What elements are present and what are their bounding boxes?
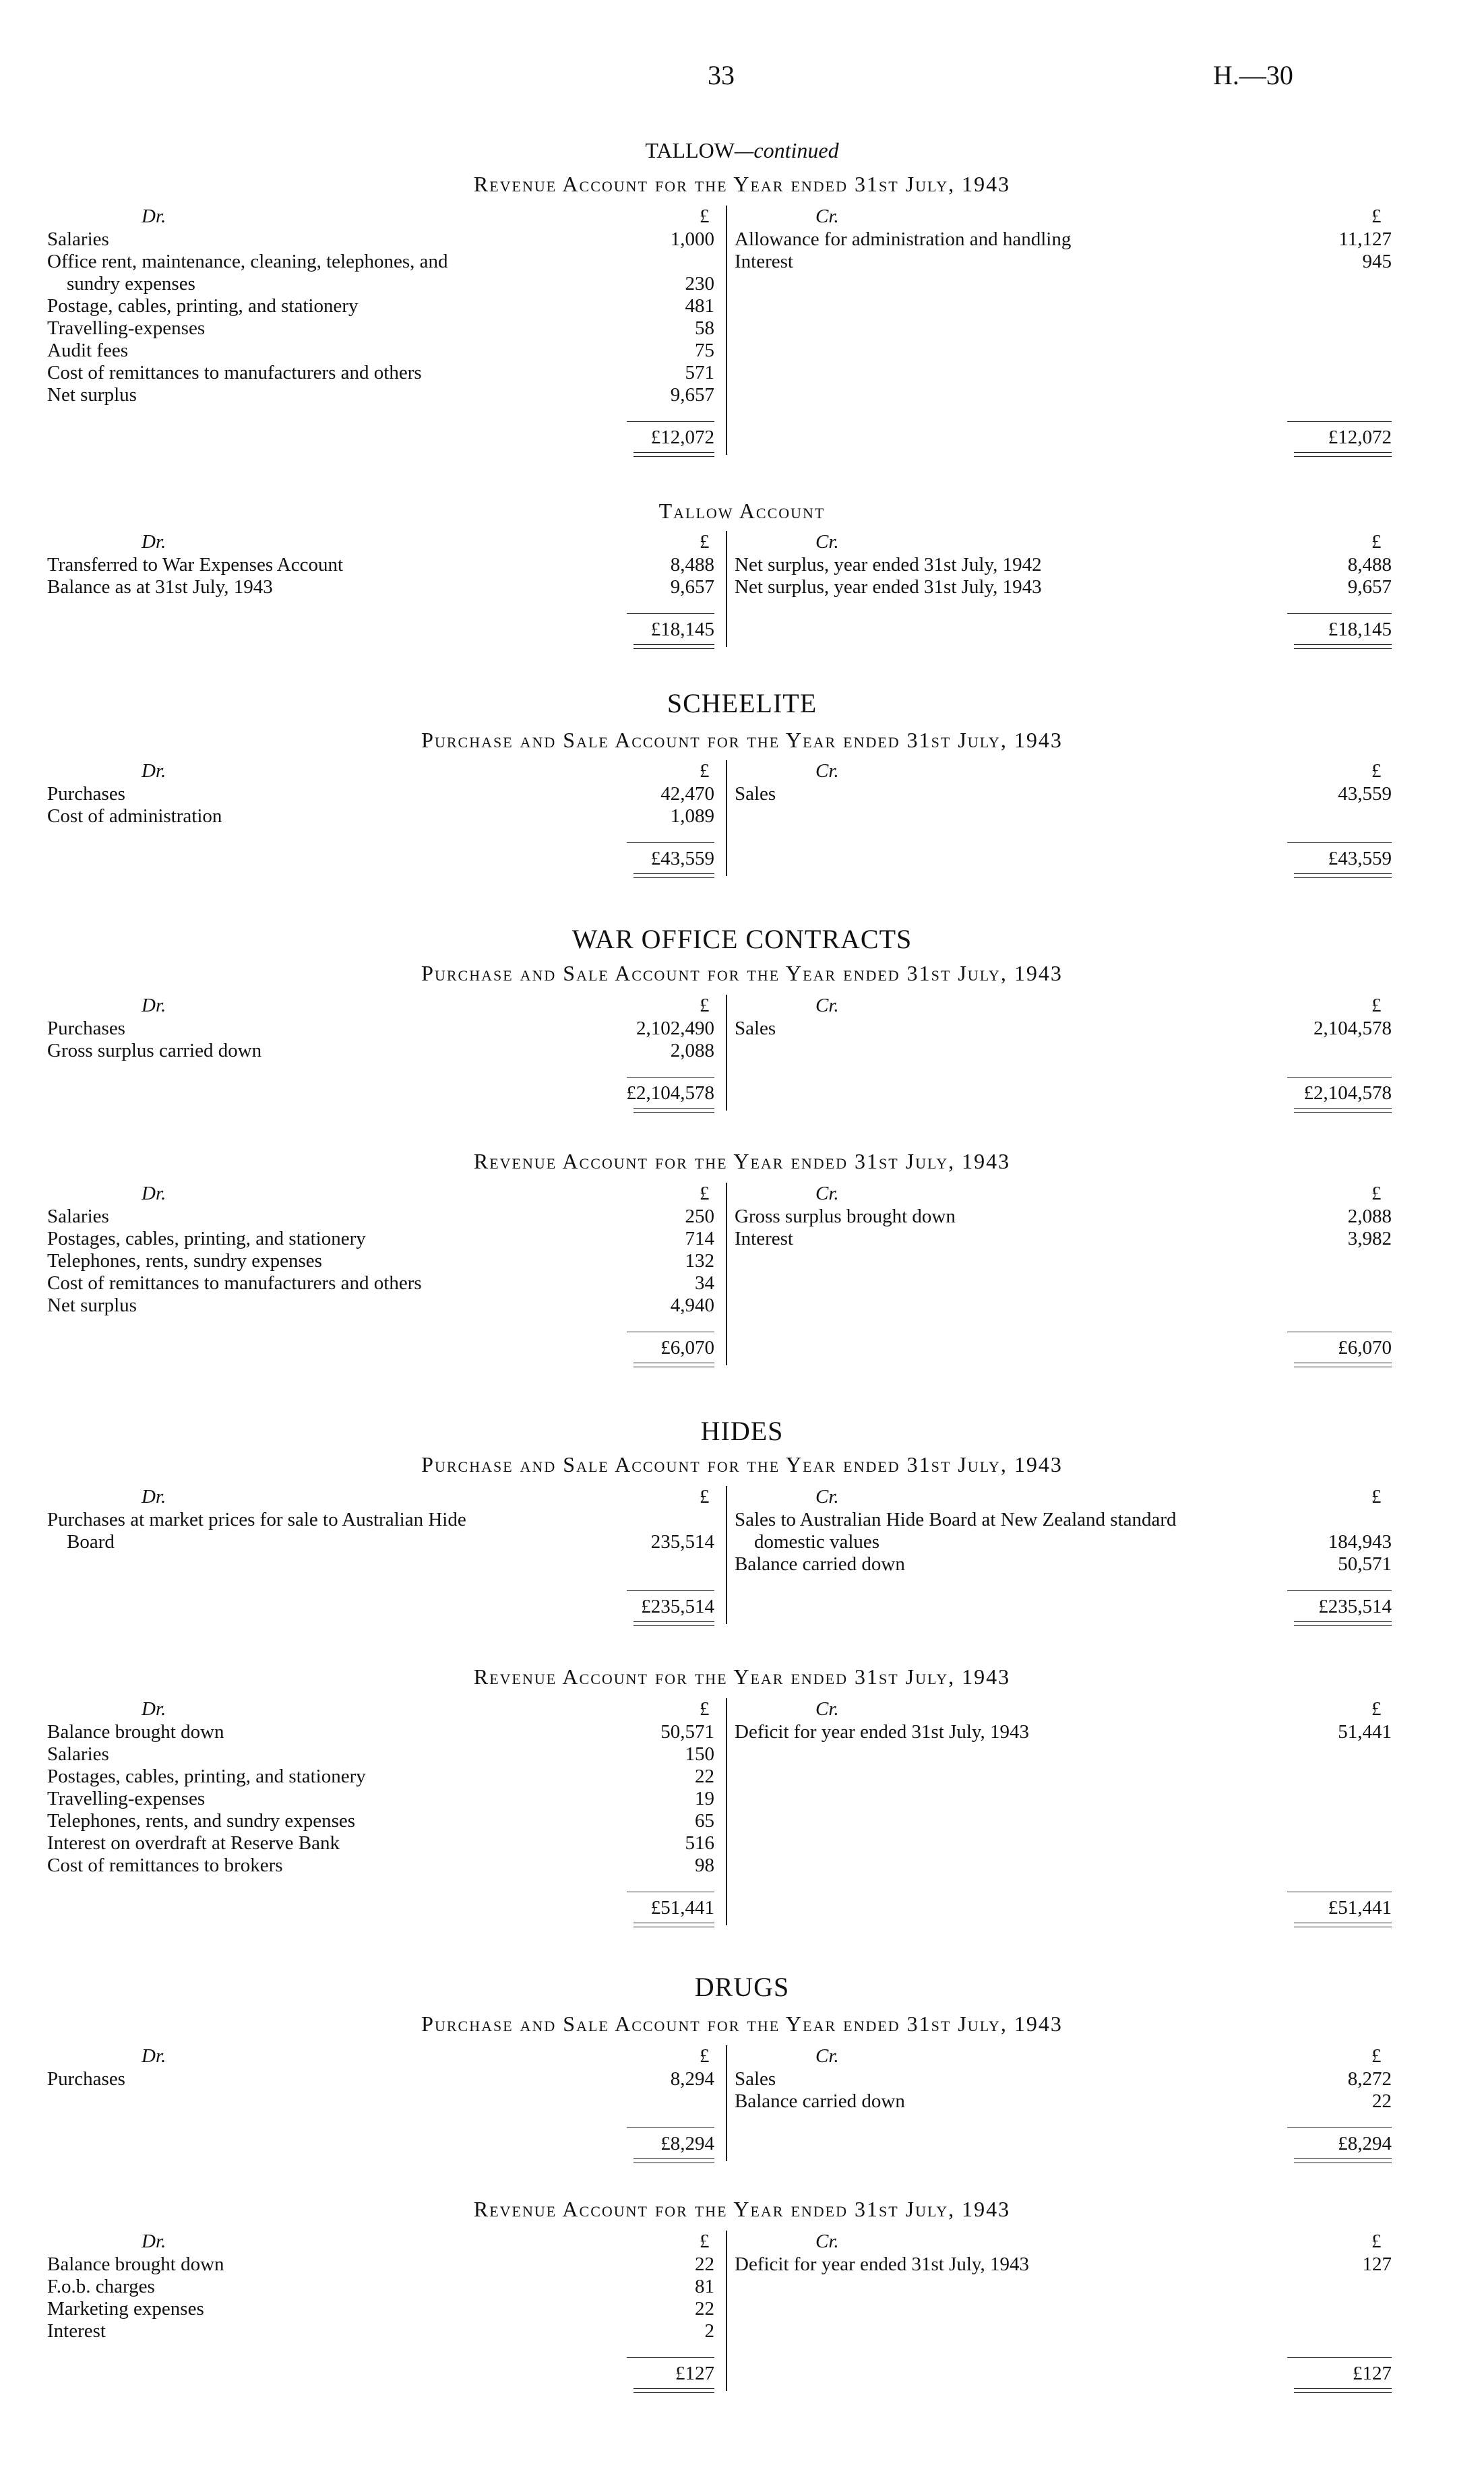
credit-row: [47, 2068, 1395, 2090]
credit-item-label: Interest: [735, 1228, 793, 1249]
debit-item-label: Net surplus: [47, 384, 137, 406]
account-title: Revenue Account for the Year ended 31st July, 1943: [473, 172, 1011, 196]
debit-item-value: 42,470: [660, 783, 714, 805]
credit-total-double-rule: [1294, 2388, 1392, 2393]
debit-item-value: 58: [695, 317, 714, 339]
debit-item-label: Purchases: [47, 783, 125, 805]
debit-item-value: 2: [704, 2320, 714, 2342]
debit-item-label: Salaries: [47, 1206, 109, 1227]
debit-label: Dr.: [142, 2231, 166, 2252]
credit-pound-sign: £: [1371, 206, 1382, 227]
debit-total: £127: [675, 2363, 714, 2384]
credit-pound-sign: £: [1371, 2231, 1382, 2252]
credit-label: Cr.: [815, 2231, 839, 2252]
debit-item-value: 22: [695, 1766, 714, 1787]
credit-row: [47, 1206, 1395, 1227]
section-heading-scheelite: SCHEELITE: [667, 688, 817, 718]
credit-label: Cr.: [815, 1486, 839, 1507]
credit-total: £51,441: [1328, 1897, 1392, 1919]
debit-item-value: 2,102,490: [636, 1018, 714, 1039]
credit-item-value: 8,272: [1347, 2068, 1392, 2090]
ledger-account: [47, 995, 1395, 1116]
debit-item-value: 8,488: [670, 554, 714, 576]
debit-item-value: 714: [685, 1228, 714, 1249]
credit-item-label: Gross surplus brought down: [735, 1206, 956, 1227]
credit-subtotal-rule: [1287, 842, 1392, 843]
credit-item-value: 11,127: [1338, 228, 1392, 250]
credit-subtotal-rule: [1287, 1077, 1392, 1078]
credit-item-value: 945: [1362, 251, 1392, 272]
credit-total: £8,294: [1338, 2133, 1392, 2154]
page-reference: H.—30: [1213, 60, 1293, 90]
debit-label: Dr.: [142, 1698, 166, 1720]
debit-item-label: Cost of remittances to brokers: [47, 1855, 283, 1876]
credit-row: [47, 251, 1395, 272]
credit-row: [47, 1018, 1395, 1039]
credit-row: [47, 783, 1395, 805]
credit-row: [47, 1531, 1395, 1553]
credit-item-label: Net surplus, year ended 31st July, 1942: [735, 554, 1042, 576]
debit-item-label: Balance brought down: [47, 1721, 224, 1743]
credit-subtotal-rule: [1287, 421, 1392, 422]
debit-subtotal-rule: [627, 1077, 714, 1078]
debit-item-value: 230: [685, 273, 714, 294]
credit-label: Cr.: [815, 1698, 839, 1720]
debit-row: [47, 317, 1395, 339]
debit-total-double-rule: [633, 2388, 714, 2393]
credit-item-value: 3,982: [1347, 1228, 1392, 1249]
debit-item-value: 9,657: [670, 576, 714, 598]
debit-label: Dr.: [142, 206, 166, 227]
debit-total-double-rule: [633, 2158, 714, 2163]
credit-total: £43,559: [1328, 848, 1392, 869]
debit-item-label: Cost of remittances to manufacturers and others: [47, 362, 422, 383]
ledger-account: [47, 2045, 1395, 2167]
credit-subtotal-rule: [1287, 1590, 1392, 1591]
debit-label: Dr.: [142, 1183, 166, 1204]
debit-pound-sign: £: [700, 995, 710, 1016]
debit-row: [47, 1295, 1395, 1316]
credit-item-label: Deficit for year ended 31st July, 1943: [735, 1721, 1030, 1743]
debit-item-label: Purchases at market prices for sale to Australian Hide: [47, 1509, 466, 1530]
debit-item-label: Postages, cables, printing, and stationery: [47, 1766, 366, 1787]
debit-total-double-rule: [633, 452, 714, 457]
credit-item-label: Interest: [735, 251, 793, 272]
debit-subtotal-rule: [627, 613, 714, 614]
section-heading-hides: HIDES: [700, 1416, 784, 1446]
credit-item-label: Balance carried down: [735, 1553, 905, 1575]
account-title: Revenue Account for the Year ended 31st July, 1943: [473, 2197, 1011, 2221]
credit-row: [47, 576, 1395, 598]
debit-item-label: Audit fees: [47, 340, 128, 361]
debit-row: [47, 1250, 1395, 1272]
credit-total: £18,145: [1328, 619, 1392, 640]
credit-total-double-rule: [1294, 1923, 1392, 1927]
credit-row: [47, 2253, 1395, 2275]
debit-row: [47, 2298, 1395, 2320]
credit-row: [47, 554, 1395, 576]
debit-item-value: 150: [685, 1743, 714, 1765]
debit-total-double-rule: [633, 1363, 714, 1367]
debit-row: [47, 1040, 1395, 1061]
credit-item-label: Net surplus, year ended 31st July, 1943: [735, 576, 1042, 598]
credit-pound-sign: £: [1371, 531, 1382, 553]
debit-item-value: 19: [695, 1788, 714, 1809]
account-title: Purchase and Sale Account for the Year ended 31st July, 1943: [421, 961, 1063, 985]
debit-label: Dr.: [142, 995, 166, 1016]
credit-total: £235,514: [1318, 1596, 1392, 1617]
debit-total: £6,070: [660, 1337, 714, 1359]
debit-row: [47, 362, 1395, 383]
credit-item-value: 127: [1362, 2253, 1392, 2275]
debit-total: £43,559: [650, 848, 714, 869]
debit-label: Dr.: [142, 760, 166, 782]
debit-item-value: 81: [695, 2276, 714, 2297]
debit-subtotal-rule: [627, 2127, 714, 2128]
credit-item-label: Deficit for year ended 31st July, 1943: [735, 2253, 1030, 2275]
debit-item-label: Telephones, rents, and sundry expenses: [47, 1810, 356, 1832]
credit-pound-sign: £: [1371, 1486, 1382, 1507]
debit-item-label: Transferred to War Expenses Account: [47, 554, 344, 576]
debit-row: [47, 1832, 1395, 1854]
ledger-account: [47, 1486, 1395, 1629]
debit-row: [47, 1788, 1395, 1809]
debit-subtotal-rule: [627, 421, 714, 422]
debit-row: [47, 1272, 1395, 1294]
credit-pound-sign: £: [1371, 995, 1382, 1016]
debit-total: £8,294: [660, 2133, 714, 2154]
debit-label: Dr.: [142, 1486, 166, 1507]
debit-pound-sign: £: [700, 760, 710, 782]
debit-item-label: Travelling-expenses: [47, 1788, 206, 1809]
credit-item-label: Sales: [735, 1018, 776, 1039]
debit-item-value: 22: [695, 2253, 714, 2275]
debit-pound-sign: £: [700, 531, 710, 553]
credit-row: [47, 1228, 1395, 1249]
debit-row: [47, 1855, 1395, 1876]
account-title: Purchase and Sale Account for the Year ended 31st July, 1943: [421, 1452, 1063, 1476]
tallow-continued: —continued: [734, 138, 839, 162]
debit-total-double-rule: [633, 644, 714, 649]
debit-item-label: Salaries: [47, 1743, 109, 1765]
debit-item-value: 516: [685, 1832, 714, 1854]
debit-item-value: 1,089: [670, 805, 714, 827]
debit-row: [47, 1810, 1395, 1832]
ledger-account: [47, 760, 1395, 881]
debit-item-value: 34: [695, 1272, 714, 1294]
debit-total-double-rule: [633, 1923, 714, 1927]
debit-item-value: 132: [685, 1250, 714, 1272]
debit-row: [47, 1766, 1395, 1787]
credit-item-label: Sales: [735, 2068, 776, 2090]
credit-total-double-rule: [1294, 2158, 1392, 2163]
credit-subtotal-rule: [1287, 2357, 1392, 2358]
credit-total-double-rule: [1294, 452, 1392, 457]
credit-item-label: domestic values: [735, 1531, 880, 1553]
debit-item-value: 98: [695, 1855, 714, 1876]
debit-item-label: F.o.b. charges: [47, 2276, 155, 2297]
credit-item-value: 50,571: [1338, 1553, 1392, 1575]
debit-item-label: Telephones, rents, sundry expenses: [47, 1250, 322, 1272]
credit-label: Cr.: [815, 760, 839, 782]
page-number: 33: [708, 60, 735, 90]
debit-item-label: Purchases: [47, 2068, 125, 2090]
credit-pound-sign: £: [1371, 1698, 1382, 1720]
account-title: Revenue Account for the Year ended 31st July, 1943: [473, 1149, 1011, 1173]
ledger-account: [47, 1698, 1395, 1931]
credit-item-value: 2,104,578: [1313, 1018, 1392, 1039]
credit-pound-sign: £: [1371, 2045, 1382, 2067]
credit-total-double-rule: [1294, 1363, 1392, 1367]
debit-item-value: 1,000: [670, 228, 714, 250]
ledger-account: [47, 206, 1395, 460]
credit-total-double-rule: [1294, 873, 1392, 878]
debit-item-label: Interest: [47, 2320, 106, 2342]
debit-item-value: 235,514: [650, 1531, 714, 1553]
account-title: Revenue Account for the Year ended 31st July, 1943: [473, 1665, 1011, 1689]
debit-subtotal-rule: [627, 842, 714, 843]
debit-label: Dr.: [142, 2045, 166, 2067]
debit-total: £235,514: [641, 1596, 714, 1617]
debit-total: £12,072: [650, 427, 714, 448]
debit-item-value: 9,657: [670, 384, 714, 406]
credit-label: Cr.: [815, 1183, 839, 1204]
debit-row: [47, 2320, 1395, 2342]
debit-item-value: 8,294: [670, 2068, 714, 2090]
credit-item-value: 2,088: [1347, 1206, 1392, 1227]
debit-item-value: 22: [695, 2298, 714, 2320]
debit-pound-sign: £: [700, 1183, 710, 1204]
debit-total-double-rule: [633, 873, 714, 878]
credit-item-label: Balance carried down: [735, 2090, 905, 2112]
credit-total-double-rule: [1294, 1108, 1392, 1113]
tallow-title: TALLOW: [645, 138, 735, 162]
debit-item-label: Cost of administration: [47, 805, 222, 827]
debit-item-label: Marketing expenses: [47, 2298, 204, 2320]
debit-item-label: Balance as at 31st July, 1943: [47, 576, 273, 598]
debit-item-value: 50,571: [660, 1721, 714, 1743]
debit-item-value: 4,940: [670, 1295, 714, 1316]
ledger-account: [47, 2231, 1395, 2396]
credit-item-value: 51,441: [1338, 1721, 1392, 1743]
credit-total: £12,072: [1328, 427, 1392, 448]
debit-pound-sign: £: [700, 1486, 710, 1507]
credit-row: [47, 1553, 1395, 1575]
debit-item-label: Travelling-expenses: [47, 317, 206, 339]
credit-total: £2,104,578: [1303, 1082, 1392, 1104]
debit-row: [47, 295, 1395, 317]
credit-item-value: 22: [1372, 2090, 1392, 2112]
account-title: Purchase and Sale Account for the Year ended 31st July, 1943: [421, 2012, 1063, 2036]
debit-item-label: Salaries: [47, 228, 109, 250]
debit-row: [47, 1743, 1395, 1765]
section-heading-war-office: WAR OFFICE CONTRACTS: [571, 924, 913, 954]
debit-item-value: 481: [685, 295, 714, 317]
credit-item-label: Sales to Australian Hide Board at New Zealand standard: [735, 1509, 1177, 1530]
credit-row: [47, 1509, 1395, 1530]
debit-item-value: 250: [685, 1206, 714, 1227]
credit-row: [47, 2090, 1395, 2112]
section-heading-drugs: DRUGS: [694, 1972, 790, 2002]
debit-item-label: sundry expenses: [47, 273, 195, 294]
debit-total-double-rule: [633, 1108, 714, 1113]
debit-pound-sign: £: [700, 2231, 710, 2252]
debit-row: [47, 384, 1395, 406]
debit-item-label: Net surplus: [47, 1295, 137, 1316]
debit-subtotal-rule: [627, 1590, 714, 1591]
debit-item-label: Board: [47, 1531, 115, 1553]
debit-total: £2,104,578: [626, 1082, 714, 1104]
credit-subtotal-rule: [1287, 613, 1392, 614]
credit-label: Cr.: [815, 531, 839, 553]
credit-label: Cr.: [815, 2045, 839, 2067]
credit-total-double-rule: [1294, 1621, 1392, 1626]
debit-item-label: Postages, cables, printing, and stationery: [47, 1228, 366, 1249]
debit-row: [47, 340, 1395, 361]
debit-item-value: 2,088: [670, 1040, 714, 1061]
debit-row: [47, 805, 1395, 827]
ledger-account: [47, 531, 1395, 652]
credit-pound-sign: £: [1371, 1183, 1382, 1204]
debit-pound-sign: £: [700, 1698, 710, 1720]
credit-item-label: Allowance for administration and handling: [735, 228, 1072, 250]
ledger-account: [47, 1183, 1395, 1371]
debit-total: £51,441: [650, 1897, 714, 1919]
debit-pound-sign: £: [700, 206, 710, 227]
debit-item-value: 65: [695, 1810, 714, 1832]
debit-row: [47, 2276, 1395, 2297]
credit-item-value: 43,559: [1338, 783, 1392, 805]
credit-label: Cr.: [815, 206, 839, 227]
credit-pound-sign: £: [1371, 760, 1382, 782]
credit-item-value: 9,657: [1347, 576, 1392, 598]
account-title: Tallow Account: [658, 499, 826, 523]
debit-row: [47, 273, 1395, 294]
credit-row: [47, 228, 1395, 250]
debit-total-double-rule: [633, 1621, 714, 1626]
debit-item-label: Cost of remittances to manufacturers and others: [47, 1272, 422, 1294]
debit-item-value: 75: [695, 340, 714, 361]
debit-label: Dr.: [142, 531, 166, 553]
debit-item-label: Postage, cables, printing, and stationery: [47, 295, 359, 317]
credit-item-value: 8,488: [1347, 554, 1392, 576]
credit-total-double-rule: [1294, 644, 1392, 649]
credit-total: £127: [1353, 2363, 1392, 2384]
credit-row: [47, 1721, 1395, 1743]
debit-subtotal-rule: [627, 2357, 714, 2358]
debit-item-label: Interest on overdraft at Reserve Bank: [47, 1832, 340, 1854]
credit-label: Cr.: [815, 995, 839, 1016]
credit-item-label: Sales: [735, 783, 776, 805]
account-title: Purchase and Sale Account for the Year ended 31st July, 1943: [421, 728, 1063, 752]
debit-item-value: 571: [685, 362, 714, 383]
debit-item-label: Purchases: [47, 1018, 125, 1039]
credit-subtotal-rule: [1287, 2127, 1392, 2128]
debit-item-label: Balance brought down: [47, 2253, 224, 2275]
debit-total: £18,145: [650, 619, 714, 640]
credit-item-value: 184,943: [1328, 1531, 1392, 1553]
credit-total: £6,070: [1338, 1337, 1392, 1359]
tallow-header: [0, 138, 1484, 163]
debit-item-label: Office rent, maintenance, cleaning, telephones, and: [47, 251, 448, 272]
debit-item-label: Gross surplus carried down: [47, 1040, 262, 1061]
debit-pound-sign: £: [700, 2045, 710, 2067]
